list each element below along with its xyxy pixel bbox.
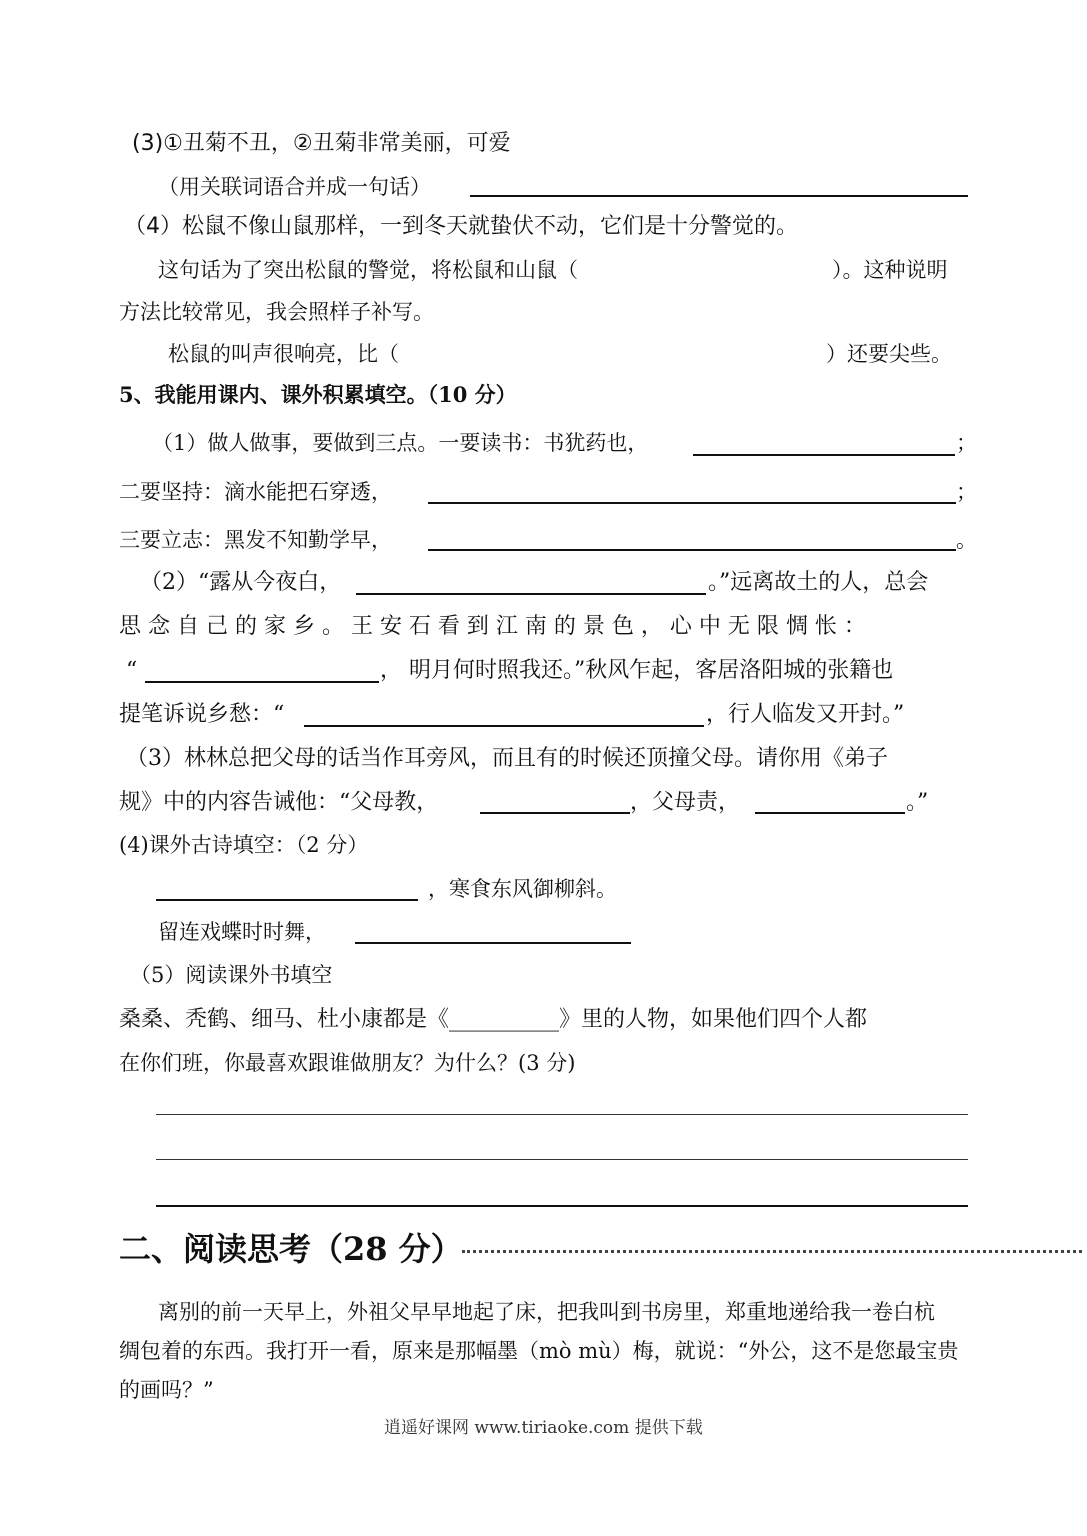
s5-p1-blank2[interactable]: [428, 502, 956, 504]
s5-p2-line3a: “: [126, 658, 138, 683]
s5-p1-line2: 二要坚持：滴水能把石穿透，: [119, 480, 392, 504]
section2-title: 二、阅读思考（28 分）: [119, 1230, 463, 1268]
s5-p1-line3: 三要立志：黑发不知勤学早，: [119, 528, 392, 552]
passage-line2: 绸包着的东西。我打开一看，原来是那幅墨（mò mù）梅，就说：“外公，这不是您最宝贵: [119, 1339, 959, 1363]
s5-p2-blank2[interactable]: [145, 681, 379, 683]
q3-line2: （用关联词语合并成一句话）: [158, 175, 431, 199]
section2-dotted-leader: [462, 1250, 1082, 1253]
q4-line2a: 这句话为了突出松鼠的警觉，将松鼠和山鼠（: [158, 258, 578, 282]
footer-watermark: 逍遥好课网 www.tiriaoke.com 提供下载: [384, 1418, 703, 1438]
s5-p4-line1: ，寒食东风御柳斜。: [428, 877, 617, 901]
s5-p5-answer-line-1[interactable]: [156, 1114, 968, 1115]
s5-p2-line1b: 。”远离故土的人，总会: [708, 570, 929, 595]
q4-line3: 方法比较常见，我会照样子补写。: [119, 300, 434, 324]
s5-p5-line1: 桑桑、秃鹤、细马、杜小康都是《__________》里的人物，如果他们四个人都: [119, 1007, 868, 1032]
s5-p1-blank1[interactable]: [693, 454, 955, 456]
q3-answer-line[interactable]: [470, 195, 968, 197]
passage-line1: 离别的前一天早上，外祖父早早地起了床，把我叫到书房里，郑重地递给我一卷白杭: [158, 1300, 935, 1324]
s5-p4-line2: 留连戏蝶时时舞，: [158, 920, 326, 944]
s5-p1-blank3[interactable]: [428, 549, 956, 551]
s5-p1-line2-end: ；: [956, 480, 977, 504]
s5-p4-blank2[interactable]: [355, 942, 631, 944]
s5-p2-blank3[interactable]: [304, 725, 704, 727]
s5-p5-line2: 在你们班，你最喜欢跟谁做朋友？为什么？(3 分): [119, 1051, 576, 1075]
s5-p3-line2a: 规》中的内容告诫他：“父母教，: [119, 790, 439, 815]
q4-line4b: ）还要尖些。: [826, 342, 952, 366]
s5-p2-line3b: ， 明月何时照我还。”秋风乍起，客居洛阳城的张籍也: [380, 658, 894, 683]
passage-line3: 的画吗？”: [119, 1378, 214, 1402]
s5-p2-line4a: 提笔诉说乡愁：“: [119, 702, 285, 727]
s5-p2-line1a: （2）“露从今夜白，: [140, 570, 342, 595]
q4-line4a: 松鼠的叫声很响亮，比（: [168, 342, 399, 366]
s5-p3-blank2[interactable]: [755, 812, 905, 814]
s5-p3-line2c: 。”: [906, 790, 929, 815]
s5-p3-line1: （3）林林总把父母的话当作耳旁风，而且有的时候还顶撞父母。请你用《弟子: [126, 746, 888, 771]
s5-p3-blank1[interactable]: [480, 812, 630, 814]
q4-line1: （4）松鼠不像山鼠那样，一到冬天就蛰伏不动，它们是十分警觉的。: [124, 214, 798, 239]
s5-p3-line2b: ，父母责，: [630, 790, 741, 815]
s5-p2-line4b: ，行人临发又开封。”: [706, 702, 905, 727]
s5-p4-blank1[interactable]: [156, 899, 418, 901]
s5-p5-heading: （5）阅读课外书填空: [130, 963, 333, 987]
s5-p1-line1-end: ；: [956, 431, 977, 455]
s5-p2-line2: 思 念 自 己 的 家 乡 。 王 安 石 看 到 江 南 的 景 色 ， 心 中 无 限 惆 怅 ：: [119, 614, 866, 639]
section5-heading: 5、我能用课内、课外积累填空。（10 分）: [119, 382, 517, 407]
s5-p1-line3-end: 。: [956, 528, 977, 552]
q3-line1: (3)①丑菊不丑，②丑菊非常美丽，可爱: [132, 131, 511, 156]
s5-p2-blank1[interactable]: [356, 593, 706, 595]
q4-line2b: ）。这种说明: [832, 258, 948, 282]
s5-p4-heading: (4)课外古诗填空：（2 分）: [119, 833, 369, 857]
s5-p5-answer-line-3[interactable]: [156, 1205, 968, 1207]
s5-p1-line1: （1）做人做事，要做到三点。一要读书：书犹药也，: [152, 431, 649, 455]
s5-p5-answer-line-2[interactable]: [156, 1159, 968, 1160]
